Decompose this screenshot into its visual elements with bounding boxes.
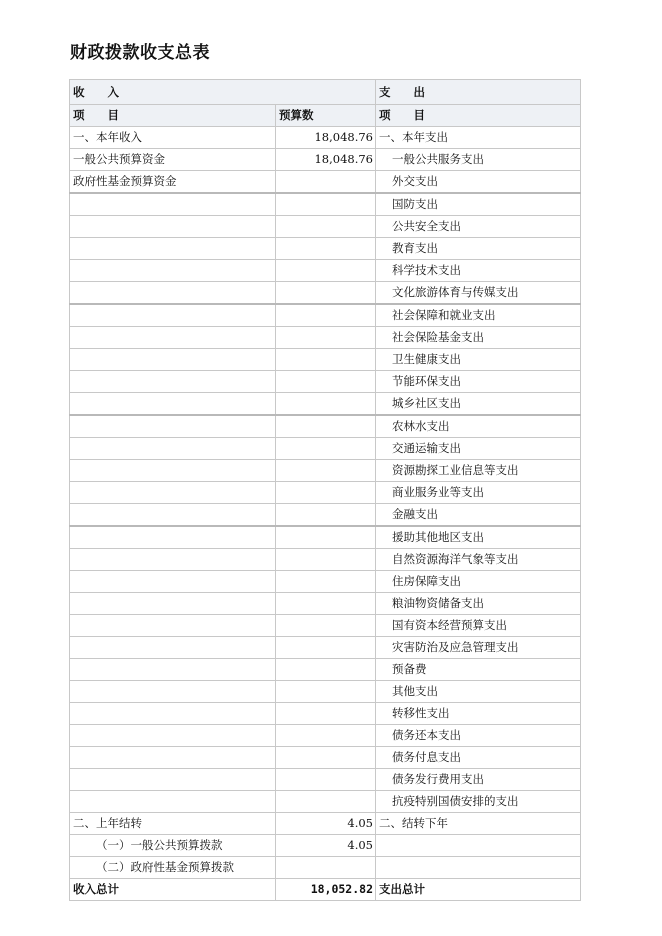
income-item-cell bbox=[70, 282, 276, 305]
page-title: 财政拨款收支总表 bbox=[70, 43, 210, 63]
table-row bbox=[70, 216, 581, 238]
budget-amount-cell bbox=[276, 703, 376, 725]
expense-item-cell: 转移性支出 bbox=[376, 703, 581, 725]
expense-total-label: 支出总计 bbox=[376, 879, 581, 901]
budget-amount-cell bbox=[276, 857, 376, 879]
budget-header: 预算数 bbox=[276, 105, 376, 127]
income-item-cell bbox=[70, 438, 276, 460]
income-item-cell bbox=[70, 460, 276, 482]
expense-item-cell: 抗疫特别国债安排的支出 bbox=[376, 791, 581, 813]
expense-item-cell: 社会保障和就业支出 bbox=[376, 304, 581, 327]
income-item-cell bbox=[70, 549, 276, 571]
budget-amount-cell bbox=[276, 482, 376, 504]
expense-item-cell: 其他支出 bbox=[376, 681, 581, 703]
expense-item-cell: 二、结转下年 bbox=[376, 813, 581, 835]
table-row bbox=[70, 371, 581, 393]
income-item-cell bbox=[70, 571, 276, 593]
table-row bbox=[70, 171, 581, 194]
table-row bbox=[70, 747, 581, 769]
budget-amount-cell: 18,048.76 bbox=[276, 149, 376, 171]
expense-item-header: 项 目 bbox=[376, 105, 581, 127]
expense-item-cell: 预备费 bbox=[376, 659, 581, 681]
income-item-cell bbox=[70, 393, 276, 416]
expense-item-cell: 粮油物资储备支出 bbox=[376, 593, 581, 615]
income-item-cell bbox=[70, 238, 276, 260]
budget-amount-cell: 4.05 bbox=[276, 835, 376, 857]
total-row bbox=[70, 879, 581, 901]
expense-item-cell: 金融支出 bbox=[376, 504, 581, 527]
expense-item-cell: 外交支出 bbox=[376, 171, 581, 194]
table-row bbox=[70, 415, 581, 438]
income-total-label: 收入总计 bbox=[70, 879, 276, 901]
budget-amount-cell bbox=[276, 526, 376, 549]
income-item-cell bbox=[70, 327, 276, 349]
table-row bbox=[70, 637, 581, 659]
table-row bbox=[70, 482, 581, 504]
budget-amount-cell bbox=[276, 393, 376, 416]
expense-item-cell: 一、本年支出 bbox=[376, 127, 581, 149]
expense-item-cell: 自然资源海洋气象等支出 bbox=[376, 549, 581, 571]
expense-item-cell: 科学技术支出 bbox=[376, 260, 581, 282]
expense-item-cell bbox=[376, 857, 581, 879]
income-total-amount: 18,052.82 bbox=[276, 879, 376, 901]
income-item-cell bbox=[70, 482, 276, 504]
expense-item-cell: 城乡社区支出 bbox=[376, 393, 581, 416]
income-item-cell bbox=[70, 349, 276, 371]
budget-amount-cell bbox=[276, 349, 376, 371]
income-item-header: 项 目 bbox=[70, 105, 276, 127]
income-item-cell: 一、本年收入 bbox=[70, 127, 276, 149]
budget-amount-cell bbox=[276, 571, 376, 593]
income-item-cell bbox=[70, 371, 276, 393]
income-item-cell bbox=[70, 526, 276, 549]
income-item-cell: 政府性基金预算资金 bbox=[70, 171, 276, 194]
budget-amount-cell bbox=[276, 637, 376, 659]
budget-amount-cell bbox=[276, 371, 376, 393]
table-row bbox=[70, 703, 581, 725]
budget-amount-cell bbox=[276, 171, 376, 194]
income-item-cell bbox=[70, 703, 276, 725]
budget-amount-cell bbox=[276, 238, 376, 260]
income-item-cell bbox=[70, 593, 276, 615]
table-row bbox=[70, 193, 581, 216]
table-row bbox=[70, 260, 581, 282]
income-item-cell bbox=[70, 659, 276, 681]
income-item-cell bbox=[70, 216, 276, 238]
table-row bbox=[70, 835, 581, 857]
table-row bbox=[70, 791, 581, 813]
budget-amount-cell bbox=[276, 747, 376, 769]
table-row bbox=[70, 659, 581, 681]
income-item-cell bbox=[70, 725, 276, 747]
budget-amount-cell bbox=[276, 681, 376, 703]
table-row bbox=[70, 282, 581, 305]
expense-item-cell: 社会保险基金支出 bbox=[376, 327, 581, 349]
expense-item-cell: 债务还本支出 bbox=[376, 725, 581, 747]
budget-amount-cell: 4.05 bbox=[276, 813, 376, 835]
budget-amount-cell bbox=[276, 504, 376, 527]
budget-amount-cell bbox=[276, 549, 376, 571]
expense-item-cell: 公共安全支出 bbox=[376, 216, 581, 238]
expense-item-cell: 商业服务业等支出 bbox=[376, 482, 581, 504]
expense-item-cell: 农林水支出 bbox=[376, 415, 581, 438]
table-row bbox=[70, 549, 581, 571]
income-item-cell bbox=[70, 637, 276, 659]
income-item-cell: 一般公共预算资金 bbox=[70, 149, 276, 171]
expense-item-cell: 交通运输支出 bbox=[376, 438, 581, 460]
budget-amount-cell: 18,048.76 bbox=[276, 127, 376, 149]
table-row bbox=[70, 769, 581, 791]
income-item-cell bbox=[70, 260, 276, 282]
table-row bbox=[70, 127, 581, 149]
expense-header: 支 出 bbox=[376, 80, 581, 105]
header-row-columns bbox=[70, 105, 581, 127]
table-row bbox=[70, 813, 581, 835]
budget-amount-cell bbox=[276, 304, 376, 327]
expense-item-cell: 文化旅游体育与传媒支出 bbox=[376, 282, 581, 305]
expense-item-cell: 节能环保支出 bbox=[376, 371, 581, 393]
budget-amount-cell bbox=[276, 327, 376, 349]
table-row bbox=[70, 349, 581, 371]
budget-amount-cell bbox=[276, 659, 376, 681]
header-row-section bbox=[70, 80, 581, 105]
income-item-cell bbox=[70, 681, 276, 703]
budget-amount-cell bbox=[276, 438, 376, 460]
income-header: 收 入 bbox=[70, 80, 376, 105]
table-row bbox=[70, 149, 581, 171]
table-row bbox=[70, 725, 581, 747]
budget-amount-cell bbox=[276, 282, 376, 305]
income-item-cell bbox=[70, 791, 276, 813]
table-row bbox=[70, 460, 581, 482]
budget-amount-cell bbox=[276, 415, 376, 438]
table-row bbox=[70, 304, 581, 327]
expense-item-cell: 债务发行费用支出 bbox=[376, 769, 581, 791]
income-item-cell bbox=[70, 415, 276, 438]
budget-table bbox=[69, 79, 581, 901]
table-row bbox=[70, 504, 581, 527]
income-item-cell: （二）政府性基金预算拨款 bbox=[70, 857, 276, 879]
expense-item-cell: 援助其他地区支出 bbox=[376, 526, 581, 549]
table-row bbox=[70, 681, 581, 703]
income-item-cell bbox=[70, 769, 276, 791]
income-item-cell bbox=[70, 193, 276, 216]
expense-item-cell bbox=[376, 835, 581, 857]
table-row bbox=[70, 593, 581, 615]
budget-amount-cell bbox=[276, 769, 376, 791]
income-item-cell bbox=[70, 615, 276, 637]
table-row bbox=[70, 857, 581, 879]
expense-item-cell: 一般公共服务支出 bbox=[376, 149, 581, 171]
income-item-cell: 二、上年结转 bbox=[70, 813, 276, 835]
budget-amount-cell bbox=[276, 615, 376, 637]
budget-amount-cell bbox=[276, 193, 376, 216]
budget-amount-cell bbox=[276, 593, 376, 615]
budget-amount-cell bbox=[276, 725, 376, 747]
table-row bbox=[70, 238, 581, 260]
income-item-cell: （一）一般公共预算拨款 bbox=[70, 835, 276, 857]
table-row bbox=[70, 393, 581, 416]
table-row bbox=[70, 327, 581, 349]
expense-item-cell: 国有资本经营预算支出 bbox=[376, 615, 581, 637]
budget-amount-cell bbox=[276, 260, 376, 282]
income-item-cell bbox=[70, 504, 276, 527]
income-item-cell bbox=[70, 304, 276, 327]
table-row bbox=[70, 526, 581, 549]
expense-item-cell: 国防支出 bbox=[376, 193, 581, 216]
budget-amount-cell bbox=[276, 791, 376, 813]
budget-amount-cell bbox=[276, 460, 376, 482]
table-row bbox=[70, 438, 581, 460]
expense-item-cell: 教育支出 bbox=[376, 238, 581, 260]
expense-item-cell: 卫生健康支出 bbox=[376, 349, 581, 371]
expense-item-cell: 灾害防治及应急管理支出 bbox=[376, 637, 581, 659]
expense-item-cell: 资源勘探工业信息等支出 bbox=[376, 460, 581, 482]
budget-amount-cell bbox=[276, 216, 376, 238]
table-row bbox=[70, 571, 581, 593]
expense-item-cell: 住房保障支出 bbox=[376, 571, 581, 593]
expense-item-cell: 债务付息支出 bbox=[376, 747, 581, 769]
table-row bbox=[70, 615, 581, 637]
income-item-cell bbox=[70, 747, 276, 769]
